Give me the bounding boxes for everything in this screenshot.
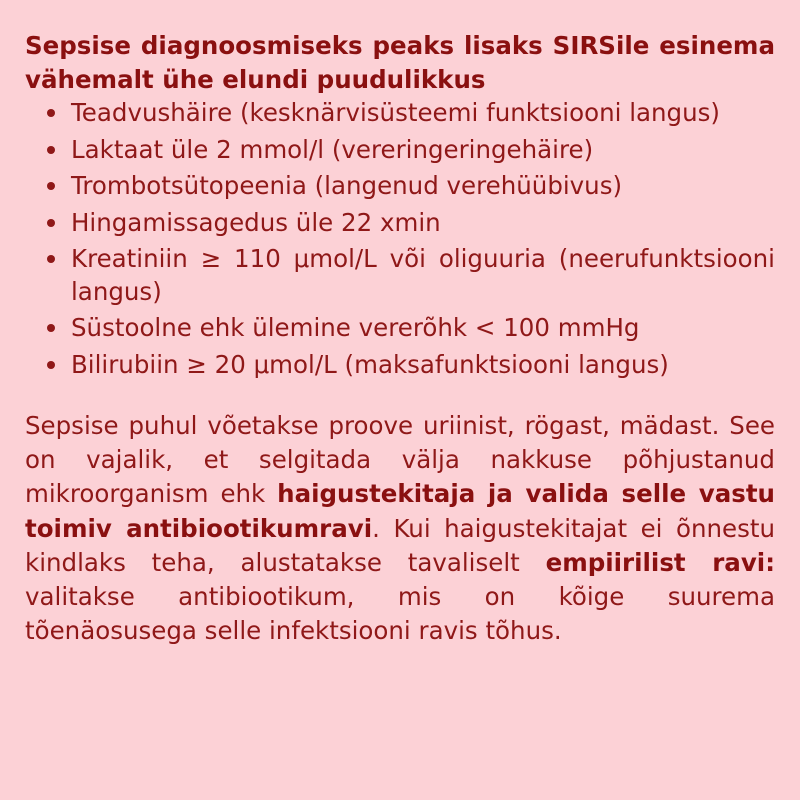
bullet-icon [47, 146, 55, 154]
list-item [47, 97, 775, 130]
list-item-text: Bilirubiin ≥ 20 μmol/L (maksafunktsiooni langus) [71, 349, 669, 379]
list-item-text: Laktaat üle 2 mmol/l (vereringeringehäire) [71, 134, 594, 164]
bullet-icon [47, 255, 55, 263]
list-item-text: Süstoolne ehk ülemine vererõhk < 100 mmHg [71, 313, 640, 342]
list-item-text: Trombotsütopeenia (langenud verehüübivus) [71, 171, 623, 200]
list-item [47, 243, 775, 308]
paragraph-bold-text: haigustekitaja ja valida selle vastu toimiv antibiootikumravi [25, 479, 775, 543]
list-item [47, 312, 775, 345]
list-item-text: Kreatiniin ≥ 110 μmol/L või oliguuria (neerufunktsiooni langus) [71, 244, 775, 306]
heading: Sepsise diagnoosmiseks peaks lisaks SIRSile esinema vähemalt ühe elundi puudulikkus [25, 31, 775, 94]
list-item-text: Hingamissagedus üle 22 xmin [71, 207, 441, 237]
list-item [47, 207, 775, 240]
list-item [47, 170, 775, 203]
bullet-icon [47, 219, 55, 227]
bullet-icon [47, 361, 55, 369]
bullet-icon [47, 324, 55, 332]
paragraph-bold-text: empiirilist ravi: [545, 547, 775, 577]
list-item [47, 349, 775, 382]
bullet-icon [47, 182, 55, 190]
criteria-list [25, 97, 775, 381]
list-item-text: Teadvushäire (kesknärvisüsteemi funktsiooni langus) [71, 98, 720, 127]
bullet-icon [47, 109, 55, 117]
paragraph-text: valitakse antibiootikum, mis on kõige suurema tõenäosusega selle infektsiooni ravis tõhus. [25, 582, 775, 646]
list-item [47, 134, 775, 167]
body-paragraph [25, 409, 775, 648]
paragraph-text: Sepsise puhul võetakse proove uriinist, rögast, mädast. See on vajalik, et selgitada välja nakkuse põhjustanud mikroorganism ehk [25, 411, 775, 509]
paragraph-text: . Kui haigustekitajat ei õnnestu kindlaks teha, alustatakse tavaliselt [25, 513, 775, 577]
